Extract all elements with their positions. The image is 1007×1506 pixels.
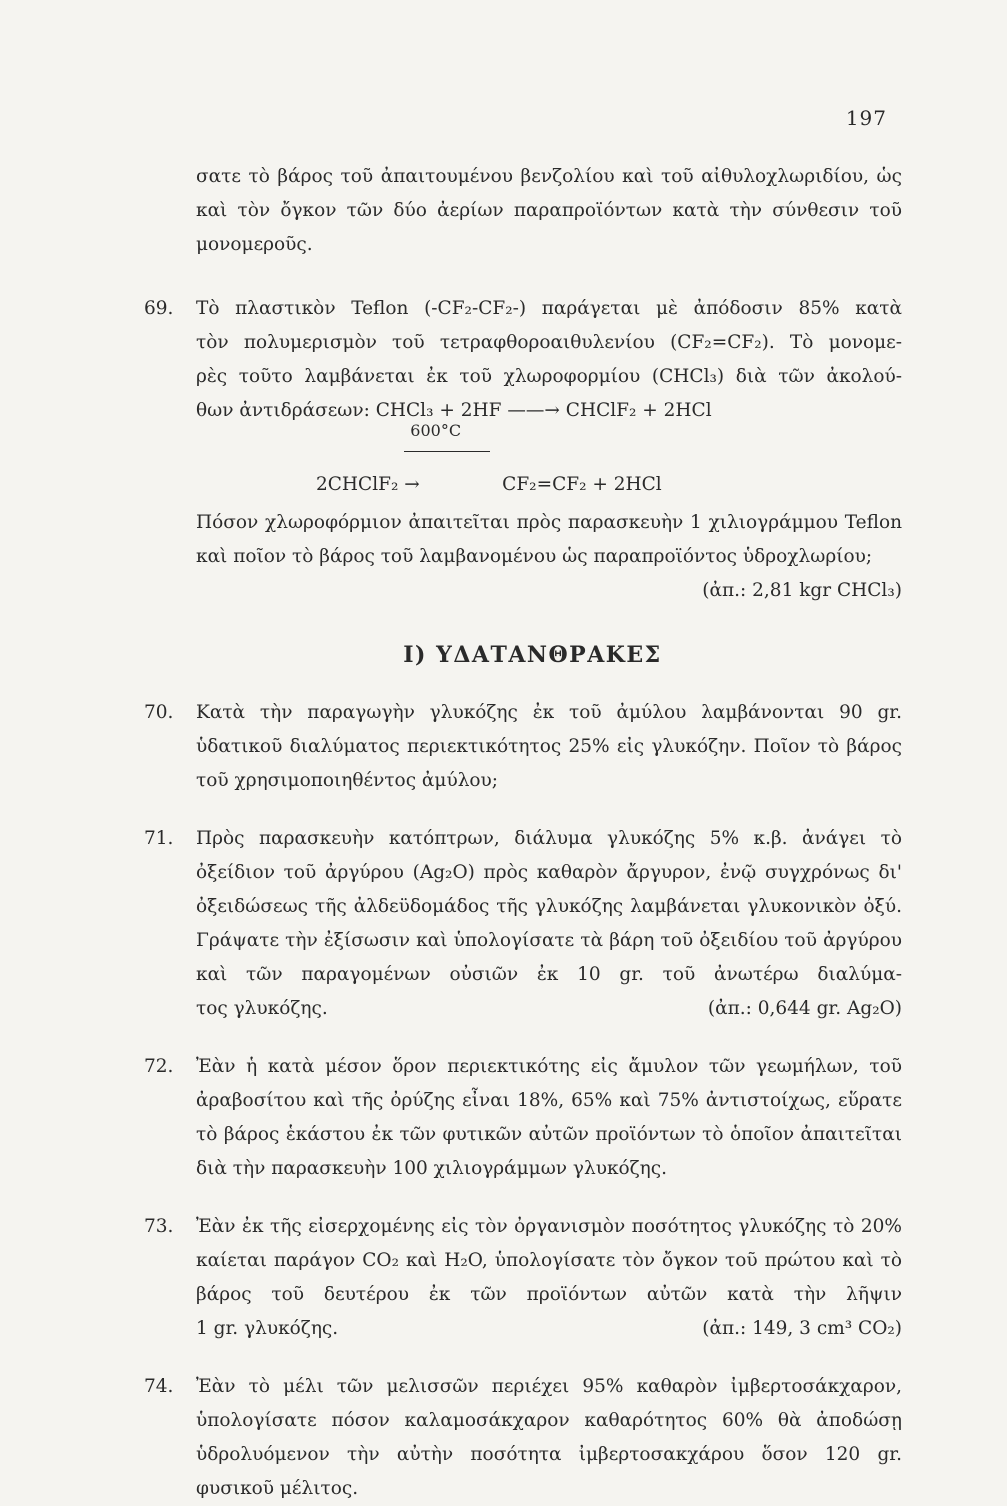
problem-number: 74. bbox=[144, 1376, 174, 1397]
problem-last-line bbox=[196, 992, 902, 1026]
intro-paragraph: σατε τὸ βάρος τοῦ ἀπαιτουμένου βενζολίου καὶ τοῦ αἰθυλοχλωριδίου, ὡς καὶ τὸν ὄγκον τῶν δύο ἀερίων παραπροϊόντων κατὰ τὴν σύνθεσιν τοῦ μονομεροῦς. bbox=[196, 166, 902, 255]
problem-last-line bbox=[196, 1312, 902, 1346]
text-line: ρὲς τοῦτο λαμβάνεται ἐκ τοῦ χλωροφορμίου (CHCl₃) διὰ τῶν ἀκολού- bbox=[196, 366, 902, 387]
problem-73 bbox=[144, 1210, 902, 1346]
reactant: 2CHClF₂ bbox=[316, 474, 399, 495]
problem-text: Ἐὰν ἡ κατὰ μέσον ὅρον περιεκτικότης εἰς ἄμυλον τῶν γεωμήλων, τοῦ ἀραβοσίτου καὶ τῆς ὀρύζης εἶναι 18%, 65% καὶ 75% ἀντιστοίχως, εὕρατε τὸ βάρος ἑκάστου ἐκ τῶν φυτικῶν αὐτῶν προϊόντων τὸ ὁποῖον ἀπαιτεῖται διὰ τὴν παρασκευὴν 100 χιλιογράμμων γλυκόζης. bbox=[196, 1056, 902, 1179]
last-text: 1 gr. γλυκόζης. bbox=[196, 1318, 339, 1339]
problem-text: Πρὸς παρασκευὴν κατόπτρων, διάλυμα γλυκόζης 5% κ.β. ἀνάγει τὸ ὀξείδιον τοῦ ἀργύρου (Ag₂O) πρὸς καθαρὸν ἄργυρον, ἐνῷ συγχρόνως δι' ὀξειδώσεως τῆς ἀλδεϋδομάδος τῆς γλυκόζης λαμβάνεται γλυκονικὸν ὀξύ. Γράψατε τὴν ἐξίσωσιν καὶ ὑπολογίσατε τὰ βάρη τοῦ ὀξειδίου τοῦ ἀργύρου καὶ τῶν παραγομένων οὐσιῶν ἐκ 10 gr. τοῦ ἀνωτέρω διαλύμα- bbox=[196, 828, 902, 985]
problem-number: 70. bbox=[144, 702, 174, 723]
problem-text: Ἐὰν τὸ μέλι τῶν μελισσῶν περιέχει 95% καθαρὸν ἰμβερτοσάκχαρον, ὑπολογίσατε πόσον καλαμοσάκχαρον καθαρότητος 60% θὰ ἀποδώσῃ ὑδρολυόμενον τὴν αὐτὴν ποσότητα ἰμβερτοσακχάρου ὅσον 120 gr. φυσικοῦ μέλιτος. bbox=[196, 1376, 902, 1499]
reaction-arrow: 600°C → bbox=[404, 434, 496, 502]
problem-number: 71. bbox=[144, 828, 174, 849]
problem-number: 73. bbox=[144, 1216, 174, 1237]
problem-text: Ἐὰν ἐκ τῆς εἰσερχομένης εἰς τὸν ὀργανισμὸν ποσότητος γλυκόζης τὸ 20% καίεται παράγον CO₂ καὶ H₂O, ὑπολογίσατε τὸν ὄγκον τοῦ πρώτου καὶ τὸ βάρος τοῦ δευτέρου ἐκ τῶν προϊόντων αὐτῶν κατὰ τὴν λῆψιν bbox=[196, 1216, 902, 1305]
answer: (ἀπ.: 2,81 kgr CHCl₃) bbox=[702, 580, 902, 601]
answer: (ἀπ.: 149, 3 cm³ CO₂) bbox=[702, 1318, 902, 1339]
problem-70 bbox=[144, 696, 902, 798]
answer: (ἀπ.: 0,644 gr. Ag₂O) bbox=[707, 998, 902, 1019]
page-text bbox=[0, 160, 1007, 1506]
reaction-condition: 600°C bbox=[410, 421, 462, 440]
problem-69 bbox=[144, 292, 902, 608]
question-text: Πόσον χλωροφόρμιον ἀπαιτεῖται πρὸς παρασκευὴν 1 χιλιογράμμου Teflon καὶ ποῖον τὸ βάρος τοῦ λαμβανομένου ὡς παραπροϊόντος ὑδροχλωρίου; bbox=[196, 512, 902, 567]
page-number: 197 bbox=[845, 106, 887, 130]
section-title: Ι) ΥΔΑΤΑΝΘΡΑΚΕΣ bbox=[403, 642, 662, 668]
problem-74 bbox=[144, 1370, 902, 1506]
problem-72 bbox=[144, 1050, 902, 1186]
problem-text: Κατὰ τὴν παραγωγὴν γλυκόζης ἐκ τοῦ ἀμύλου λαμβάνονται 90 gr. ὑδατικοῦ διαλύματος περιεκτικότητος 25% εἰς γλυκόζην. Ποῖον τὸ βάρος τοῦ χρησιμοποιηθέντος ἀμύλου; bbox=[196, 702, 902, 791]
text-line: τὸν πολυμερισμὸν τοῦ τετραφθοροαιθυλενίου (CF₂=CF₂). Τὸ μονομε- bbox=[196, 332, 902, 353]
last-text: τος γλυκόζης. bbox=[196, 998, 328, 1019]
reaction-equation-2 bbox=[316, 421, 902, 502]
problem-number: 72. bbox=[144, 1056, 174, 1077]
text-line: Τὸ πλαστικὸν Teflon (-CF₂-CF₂-) παράγεται μὲ ἀπόδοσιν 85% κατὰ bbox=[196, 298, 902, 319]
problem-number: 69. bbox=[144, 298, 174, 319]
reaction-equation-1: θων ἀντιδράσεων: CHCl₃ + 2HF ——→ CHClF₂ + 2HCl bbox=[196, 400, 712, 421]
products: CF₂=CF₂ + 2HCl bbox=[502, 474, 662, 495]
problem-71 bbox=[144, 822, 902, 1026]
